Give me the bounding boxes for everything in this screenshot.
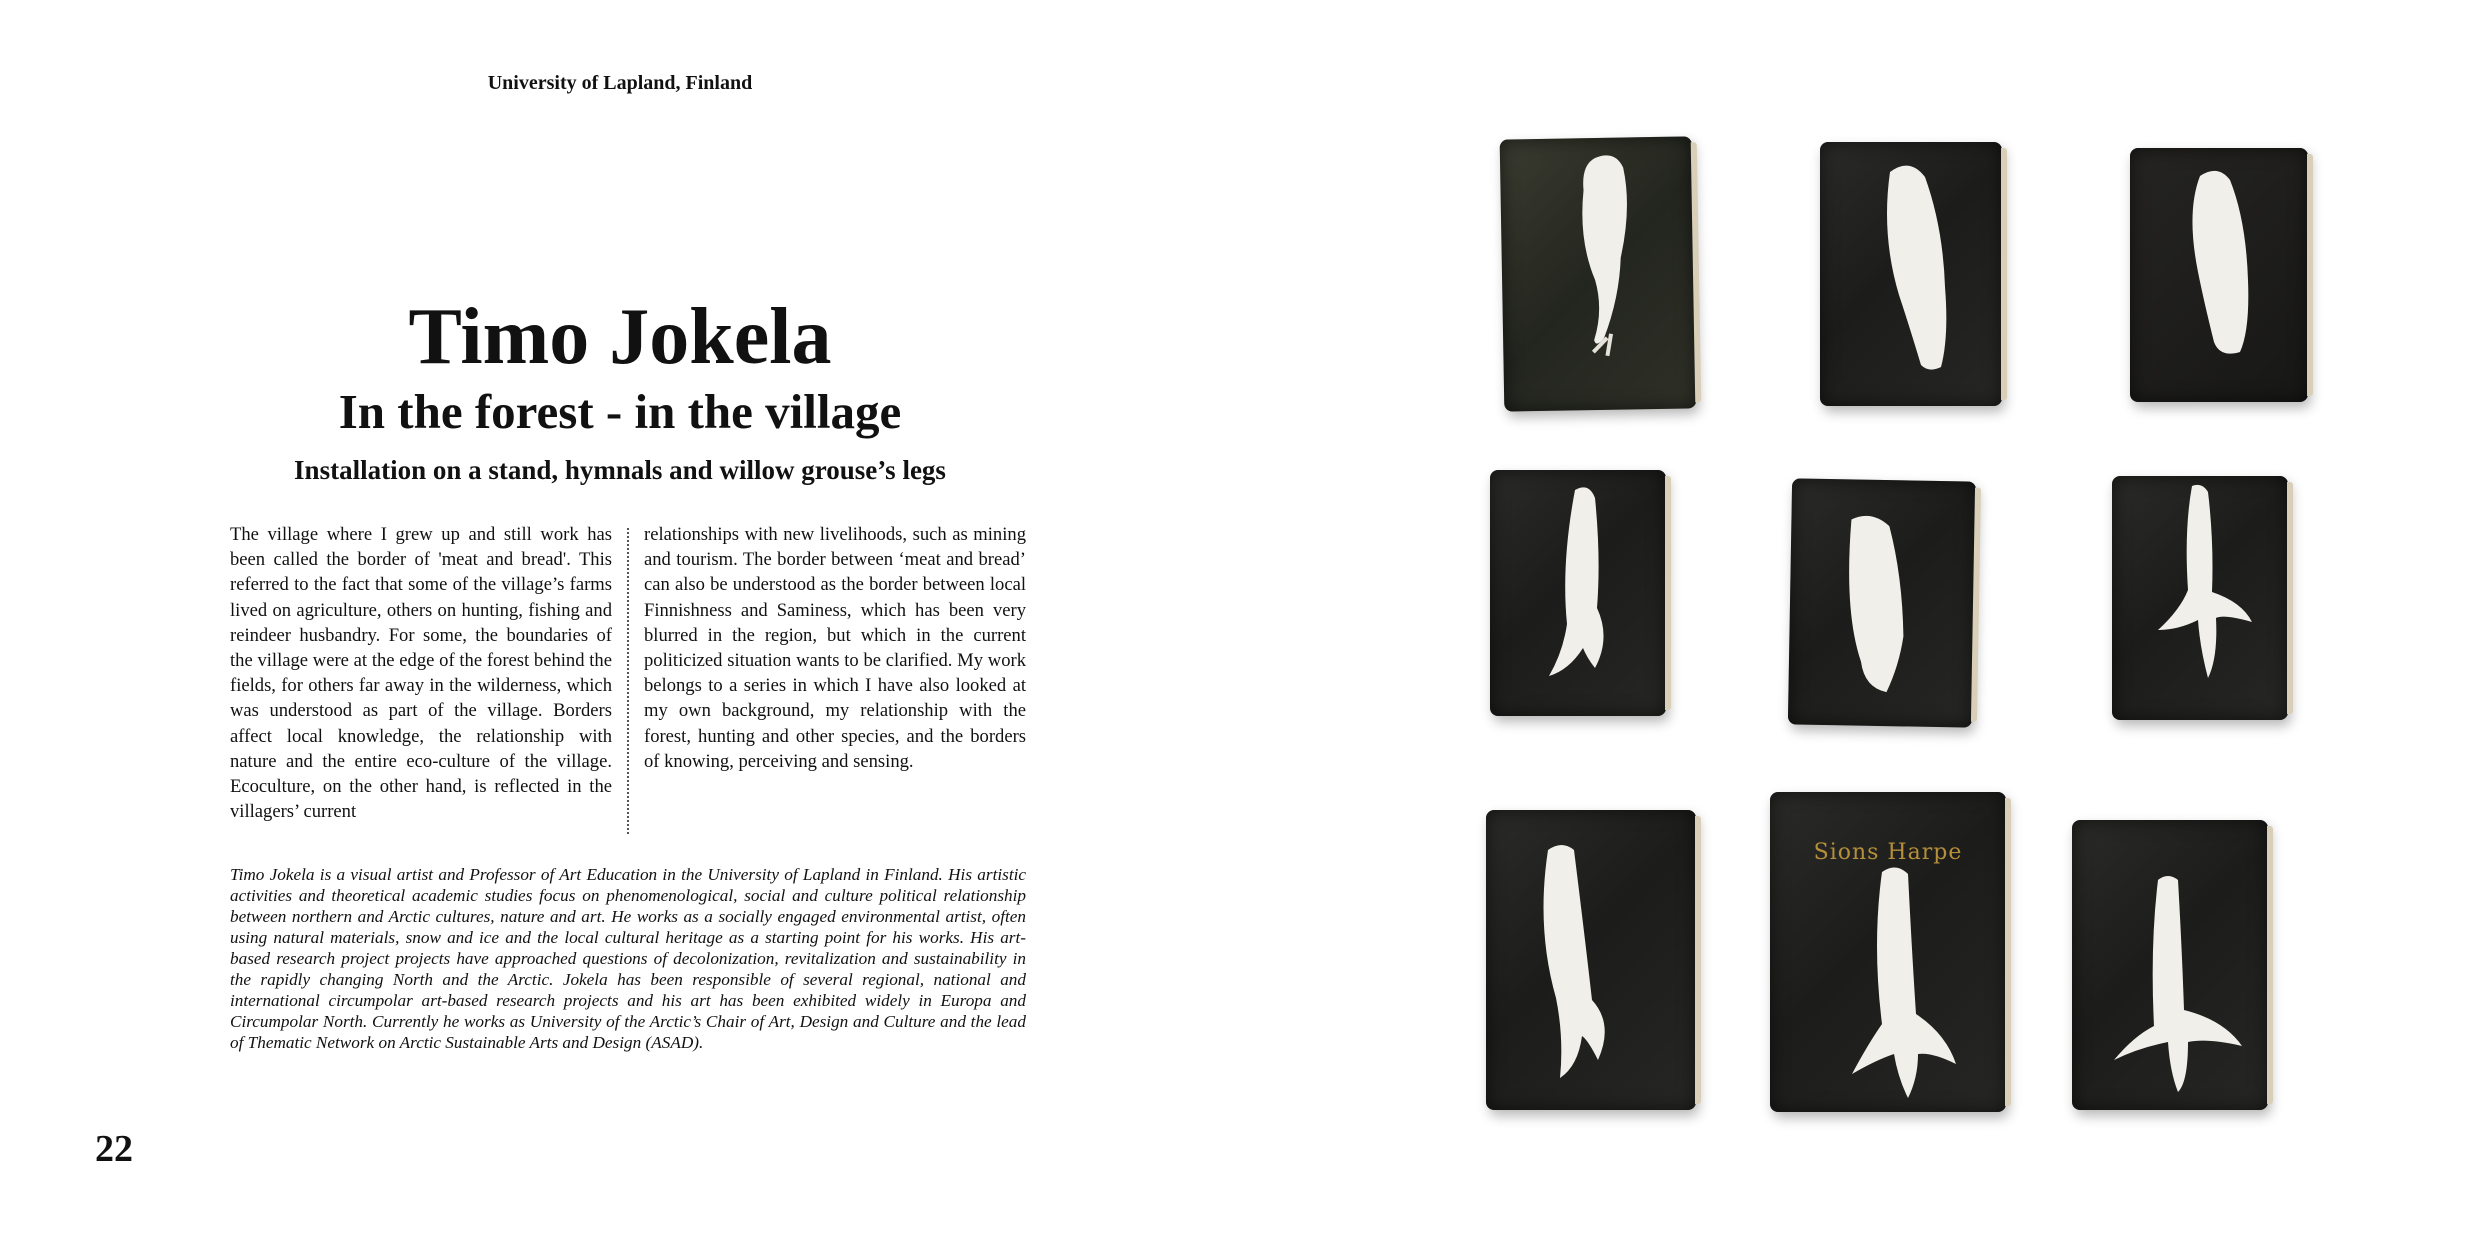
hymnal-book (1788, 478, 1976, 727)
body-column-2: relationships with new livelihoods, such as mining and tourism. The border between ‘meat and bread’ can also be understood as the border between local Finnishness and Saminess, which has been very blurred in the region, but which in the current politicized situation wants to be clarified. My work belongs to a series in which I have also looked at my own background, my relationship with the forest, hunting and other species, and the borders of knowing, perceiving and sensing. (644, 524, 1026, 772)
hymnals-photo (1490, 120, 2480, 1160)
grouse-leg (1500, 136, 1697, 411)
grouse-leg (1788, 478, 1976, 727)
hymnal-book (2072, 820, 2268, 1110)
hymnal-book (2112, 476, 2288, 720)
hymnal-book (1820, 142, 2002, 406)
grouse-leg (2112, 476, 2288, 720)
hymnal-book (1770, 792, 2006, 1112)
grouse-leg (2072, 820, 2268, 1110)
hymnal-book (2130, 148, 2308, 402)
grouse-leg (1820, 142, 2002, 406)
book-cover-title: Sions Harpe (1813, 840, 1963, 865)
work-title: In the forest - in the village (338, 384, 902, 439)
grouse-leg (1486, 810, 1696, 1110)
grouse-leg (2130, 148, 2308, 402)
grouse-leg (1770, 792, 2006, 1112)
grouse-leg (1490, 470, 1666, 716)
author-name: Timo Jokela (408, 293, 832, 381)
artist-bio: Timo Jokela is a visual artist and Professor of Art Education in the University of Lapland in Finland. His artistic activities and theoretical academic studies focus on phenomenological, social and culture political relationship between northern and Arctic cultures, nature and art. He works as a socially engaged environmental artist, often using natural materials, snow and ice and the local cultural heritage as a starting point for his works. His art-based research project projects have approached questions of decolonization, revitalization and sustainability in the rapidly changing North and the Arctic. Jokela has been responsible of several regional, national and international circumpolar art-based research projects and his art has been exhibited widely in Europa and Circumpolar North. Currently he works as University of the Arctic’s Chair of Art, Design and Culture and the lead of Thematic Network on Arctic Sustainable Arts and Design (ASAD). (230, 865, 1026, 1052)
hymnal-book (1490, 470, 1666, 716)
page-number: 22 (95, 1128, 133, 1170)
right-page (1240, 0, 2480, 1240)
hymnal-book (1500, 136, 1697, 411)
body-text-columns (230, 522, 1026, 832)
body-column-1: The village where I grew up and still work has been called the border of 'meat and bread'. This referred to the fact that some of the village’s farms lived on agriculture, others on hunting, fishing and reindeer husbandry. For some, the boundaries of the village were at the edge of the forest behind the fields, for others far away in the wilderness, which was understood as part of the village. Borders affect local knowledge, the relationship with nature and the entire eco-culture of the village. Ecoculture, on the other hand, is reflected in the villagers’ current (230, 524, 612, 823)
hymnal-book (1486, 810, 1696, 1110)
column-divider (627, 528, 629, 834)
running-head: University of Lapland, Finland (487, 72, 753, 94)
work-medium: Installation on a stand, hymnals and willow grouse’s legs (294, 455, 946, 485)
